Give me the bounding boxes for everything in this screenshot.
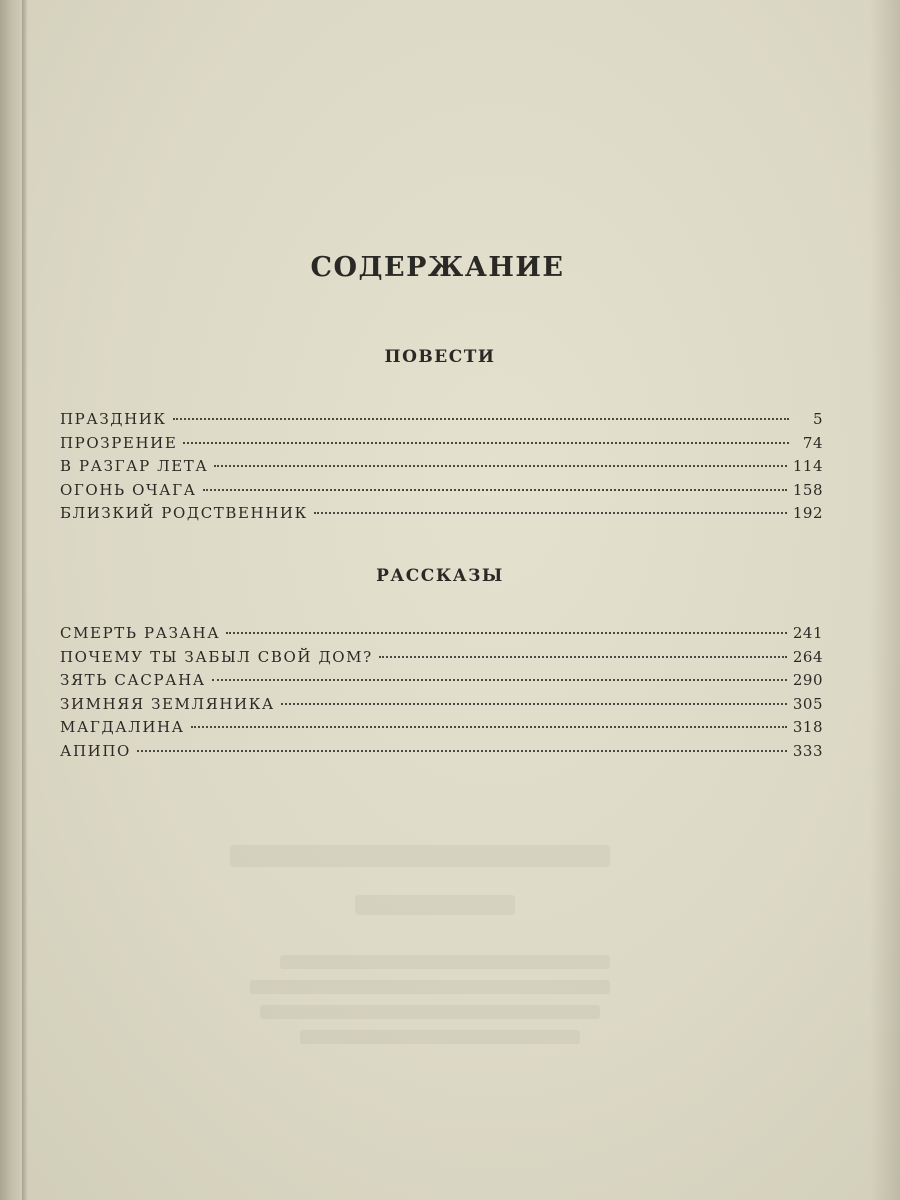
- dot-leader: [212, 679, 787, 681]
- toc-entry-title: МАГДАЛИНА: [60, 718, 185, 737]
- dot-leader: [379, 656, 787, 658]
- show-through-text: [280, 955, 610, 969]
- toc-entry-page: 192: [792, 504, 823, 523]
- toc-entry[interactable]: [60, 671, 823, 695]
- toc-entry[interactable]: [60, 457, 823, 481]
- toc-entry-title: В РАЗГАР ЛЕТА: [60, 457, 209, 476]
- toc-entry-title: ЗЯТЬ САСРАНА: [60, 671, 206, 690]
- dot-leader: [173, 418, 789, 420]
- toc-entry-page: 158: [792, 480, 823, 499]
- dot-leader: [191, 726, 787, 728]
- dot-leader: [226, 632, 787, 634]
- page-title: СОДЕРЖАНИЕ: [310, 252, 565, 283]
- toc-entry[interactable]: [60, 624, 823, 648]
- dot-leader: [214, 465, 786, 467]
- toc-entry-page: 290: [792, 671, 823, 690]
- section-heading-povesti: ПОВЕСТИ: [384, 347, 496, 367]
- dot-leader: [137, 750, 787, 752]
- toc-entry-title: СМЕРТЬ РАЗАНА: [60, 624, 221, 642]
- toc-entry-title: ПРАЗДНИК: [60, 410, 167, 428]
- toc-entry-title: БЛИЗКИЙ РОДСТВЕННИК: [60, 504, 308, 523]
- toc-entry[interactable]: [60, 718, 823, 742]
- toc-entry-page: 241: [792, 624, 823, 642]
- dot-leader: [314, 512, 787, 514]
- toc-entry-title: ПРОЗРЕНИЕ: [60, 433, 178, 452]
- toc-entry-page: 318: [792, 718, 823, 737]
- show-through-text: [355, 895, 515, 915]
- dot-leader: [183, 442, 789, 444]
- toc-entry[interactable]: [60, 742, 823, 766]
- toc-entry-title: АПИПО: [60, 741, 131, 760]
- toc-entry[interactable]: [60, 481, 823, 505]
- toc-list-rasskazy: [60, 624, 823, 766]
- toc-entry-page: 114: [792, 457, 823, 476]
- toc-entry-title: ЗИМНЯЯ ЗЕМЛЯНИКА: [60, 694, 275, 713]
- toc-entry[interactable]: [60, 648, 823, 672]
- toc-entry-title: ПОЧЕМУ ТЫ ЗАБЫЛ СВОЙ ДОМ?: [60, 647, 373, 666]
- show-through-text: [260, 1005, 600, 1019]
- dot-leader: [281, 703, 787, 705]
- toc-entry-page: 74: [802, 433, 823, 452]
- toc-entry-title: ОГОНЬ ОЧАГА: [60, 480, 197, 499]
- toc-entry[interactable]: [60, 695, 823, 719]
- binding-shadow: [22, 0, 28, 1200]
- toc-entry[interactable]: [60, 504, 823, 528]
- page-edge-shadow: [870, 0, 900, 1200]
- show-through-text: [250, 980, 610, 994]
- show-through-text: [300, 1030, 580, 1044]
- toc-entry[interactable]: [60, 434, 823, 458]
- toc-list-povesti: [60, 410, 823, 528]
- section-heading-rasskazy: РАССКАЗЫ: [376, 566, 504, 586]
- toc-entry-page: 333: [792, 741, 823, 760]
- toc-entry-page: 264: [792, 647, 823, 666]
- toc-entry-page: 5: [812, 410, 823, 428]
- show-through-text: [230, 845, 610, 867]
- dot-leader: [203, 489, 787, 491]
- toc-entry[interactable]: [60, 410, 823, 434]
- toc-entry-page: 305: [792, 694, 823, 713]
